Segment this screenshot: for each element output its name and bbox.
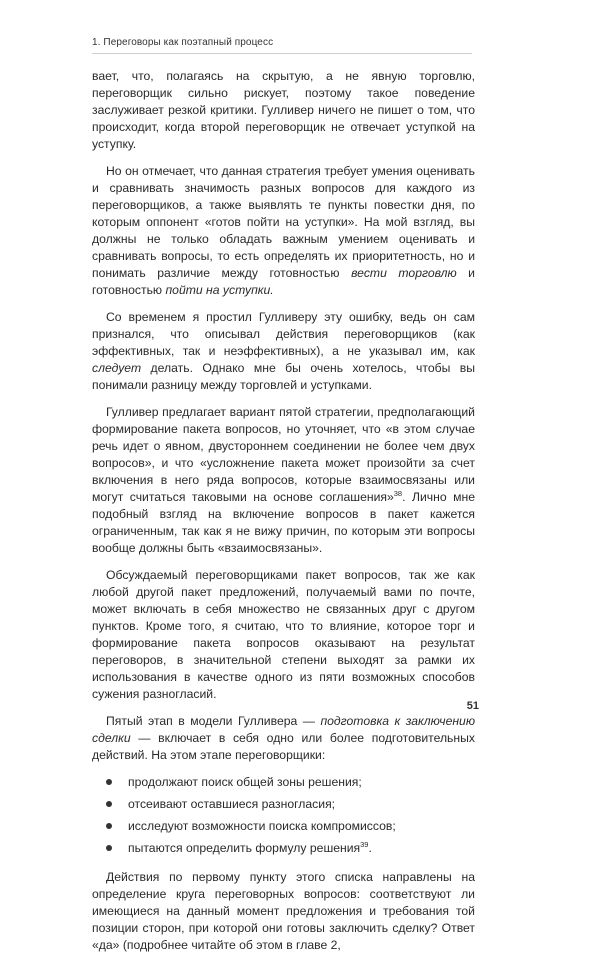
bullet-icon xyxy=(106,779,112,785)
bullet-list xyxy=(92,774,475,857)
emphasis: подготовка к заключению сделки xyxy=(92,714,475,745)
list-item: пытаются определить формулу решения$^{39}$. xyxy=(128,840,475,857)
bullet-icon xyxy=(106,823,112,829)
footnote-ref-39: 39 xyxy=(360,839,369,849)
list-item: отсеивают оставшиеся разногласия; xyxy=(128,796,475,813)
emphasis: вести торговлю xyxy=(351,266,457,280)
paragraph-5: Обсуждаемый переговорщиками пакет вопросов, так же как любой другой пакет предложений, получаемый вами по почте, может включать в себя множество не связанных друг с другом пунктов. Кроме того, я считаю, что то влияние, которое торг и формирование пакета вопросов оказывают на результат переговоров, в значительной степени выходят за рамки их использования в качестве одного из пяти возможных способов сужения разногласий. xyxy=(92,568,475,701)
paragraph-2: Но он отмечает, что данная стратегия требует умения оценивать и сравнивать значимость разных вопросов для каждого из переговорщиков, а также выявлять те пункты повестки дня, по которым оппонент «готов пойти на уступки». На мой взгляд, вы должны не только обладать важным умением оценивать и сравнивать вопросы, то есть определять их приоритетность, но и понимать различие между готовностью вести торговлю и готовностью пойти на уступки. xyxy=(92,164,475,297)
emphasis: пойти на уступки. xyxy=(165,283,274,297)
bullet-icon xyxy=(106,801,112,807)
paragraph-4: Гулливер предлагает вариант пятой стратегии, предполагающий формирование пакета вопросов, но уточняет, что «в этом случае речь идет о явном, двустороннем соединении не более чем двух вопросов», и что «усложнение пакета может произойти за счет включения в него ряда вопросов, которые взаимосвязаны или могут считаться таковыми на основе соглашения»$^{38}$. Лично мне подобный взгляд на включение вопросов в пакет кажется ограниченным, так как я не вижу причин, по которым эти вопросы вообще должны быть «взаимосвязаны». xyxy=(92,405,475,555)
footnote-ref-38: 38 xyxy=(393,488,403,498)
paragraph-7: Действия по первому пункту этого списка направлены на определение круга переговорных вопросов: соответствуют ли имеющиеся на данный момент предложения и требования той позиции сторон, при которой они готовы заключить сделку? Ответ «да» (подробнее читайте об этом в главе 2, xyxy=(92,870,475,952)
header-divider xyxy=(92,53,472,54)
emphasis: следует xyxy=(92,361,142,375)
paragraph-1: вает, что, полагаясь на скрытую, а не явную торговлю, переговорщик сильно рискует, поэтому такое поведение заслуживает резкой критики. Гулливер ничего не пишет о том, что происходит, когда второй переговорщик не отвечает уступкой на уступку. xyxy=(92,69,475,151)
running-header: 1. Переговоры как поэтапный процесс xyxy=(92,37,274,48)
list-item: исследуют возможности поиска компромиссов; xyxy=(128,818,475,835)
paragraph-3: Со временем я простил Гулливеру эту ошибку, ведь он сам признался, что описывал действия переговорщиков (как эффективных, так и неэффективных), а не указывал им, как следует делать. Однако мне бы очень хотелось, чтобы вы понимали разницу между торговлей и уступками. xyxy=(92,310,475,392)
page-number: 51 xyxy=(466,700,479,712)
paragraph-6: Пятый этап в модели Гулливера — подготовка к заключению сделки — включает в себя одно или более подготовительных действий. На этом этапе переговорщики: xyxy=(92,714,475,762)
bullet-icon xyxy=(106,845,112,851)
list-item: продолжают поиск общей зоны решения; xyxy=(128,774,475,791)
body-text xyxy=(92,68,475,964)
